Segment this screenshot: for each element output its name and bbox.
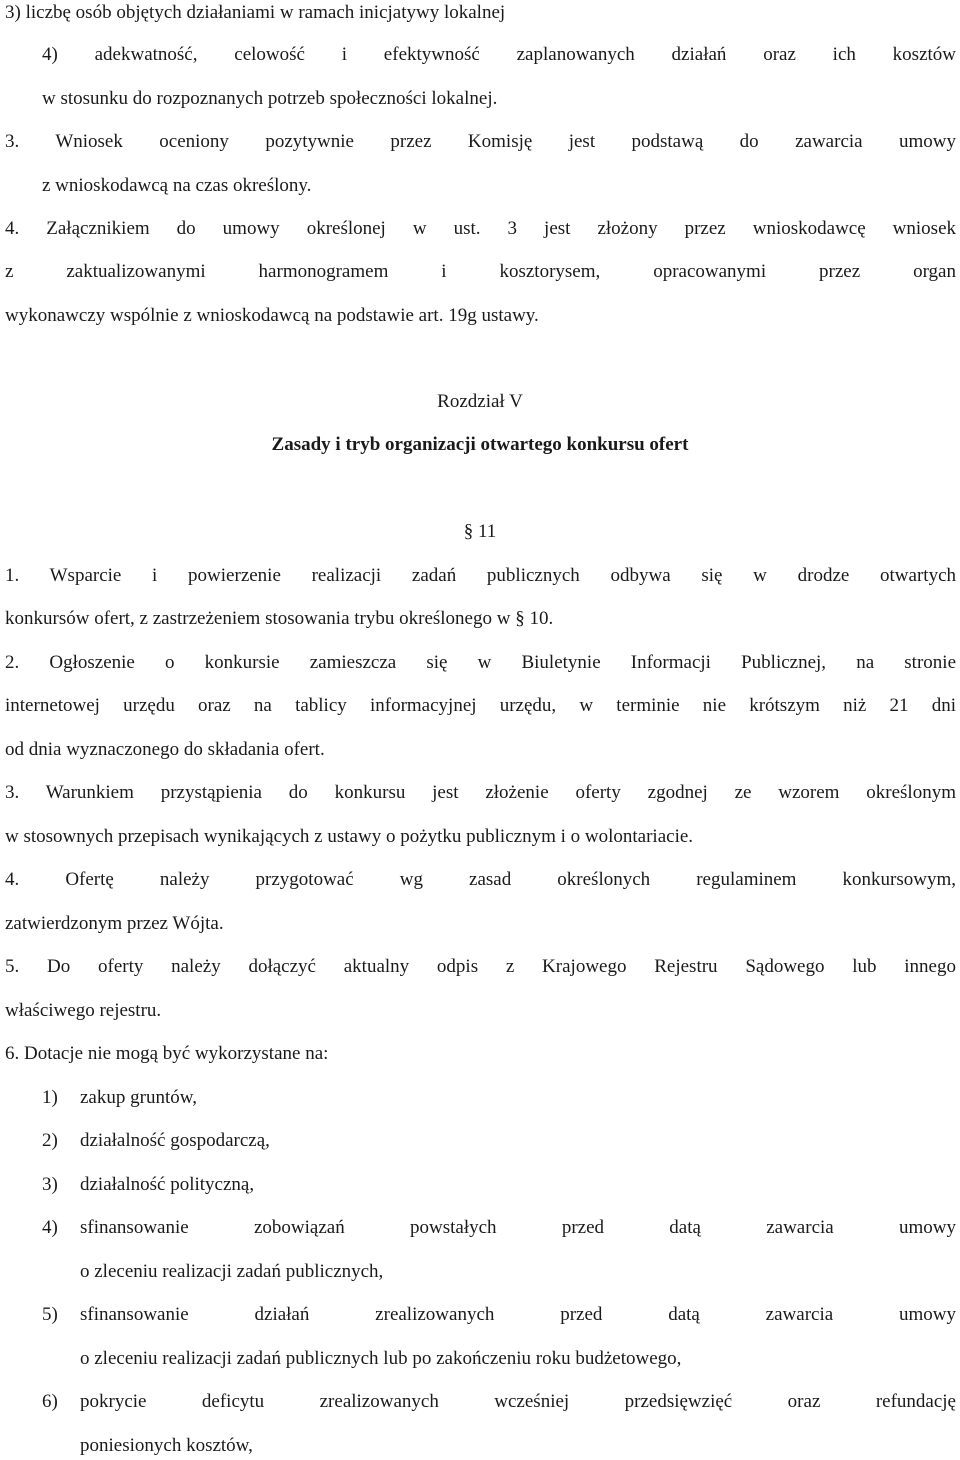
list-item-5-number: 5) xyxy=(42,1304,58,1325)
intro-item-4-line2: w stosunku do rozpoznanych potrzeb społeczności lokalnej. xyxy=(42,88,498,109)
section-5-line1: 5. Do oferty należy dołączyć aktualny odpis z Krajowego Rejestru Sądowego lub innego xyxy=(5,956,956,977)
section-label: § 11 xyxy=(463,521,497,542)
intro-item-3: 3) liczbę osób objętych działaniami w ramach inicjatywy lokalnej xyxy=(5,2,506,23)
paragraph-4-line2: z zaktualizowanymi harmonogramem i kosztorysem, opracowanymi przez organ xyxy=(5,261,956,282)
list-item-6-text-line2: poniesionych kosztów, xyxy=(80,1435,253,1456)
chapter-label: Rozdział V xyxy=(437,391,523,412)
section-3-line2: w stosownych przepisach wynikających z ustawy o pożytku publicznym i o wolontariacie. xyxy=(5,826,694,847)
section-2-line1: 2. Ogłoszenie o konkursie zamieszcza się w Biuletynie Informacji Publicznej, na stronie xyxy=(5,652,956,673)
list-item-6-text-line1: pokrycie deficytu zrealizowanych wcześniej przedsięwzięć oraz refundację xyxy=(80,1391,956,1412)
section-3-line1: 3. Warunkiem przystąpienia do konkursu jest złożenie oferty zgodnej ze wzorem określonym xyxy=(5,782,956,803)
list-item-2-text: działalność gospodarczą, xyxy=(80,1130,270,1151)
section-2-line2: internetowej urzędu oraz na tablicy informacyjnej urzędu, w terminie nie krótszym niż 21 dni xyxy=(5,695,956,716)
list-item-5-text-line2: o zleceniu realizacji zadań publicznych lub po zakończeniu roku budżetowego, xyxy=(80,1348,682,1369)
section-4-line1: 4. Ofertę należy przygotować wg zasad określonych regulaminem konkursowym, xyxy=(5,869,956,890)
section-4-line2: zatwierdzonym przez Wójta. xyxy=(5,913,224,934)
section-1-line1: 1. Wsparcie i powierzenie realizacji zadań publicznych odbywa się w drodze otwartych xyxy=(5,565,956,586)
section-1-line2: konkursów ofert, z zastrzeżeniem stosowania trybu określonego w § 10. xyxy=(5,608,554,629)
section-6-line1: 6. Dotacje nie mogą być wykorzystane na: xyxy=(5,1043,329,1064)
list-item-4-text-line2: o zleceniu realizacji zadań publicznych, xyxy=(80,1261,384,1282)
list-item-6-number: 6) xyxy=(42,1391,58,1412)
chapter-title: Zasady i tryb organizacji otwartego konkursu ofert xyxy=(271,434,689,455)
paragraph-4-line1: 4. Załącznikiem do umowy określonej w ust. 3 jest złożony przez wnioskodawcę wniosek xyxy=(5,218,956,239)
list-item-3-text: działalność polityczną, xyxy=(80,1174,255,1195)
list-item-4-number: 4) xyxy=(42,1217,58,1238)
intro-item-4-line1: 4) adekwatność, celowość i efektywność zaplanowanych działań oraz ich kosztów xyxy=(42,44,956,65)
list-item-2-number: 2) xyxy=(42,1130,58,1151)
section-2-line3: od dnia wyznaczonego do składania ofert. xyxy=(5,739,325,760)
list-item-1-text: zakup gruntów, xyxy=(80,1087,197,1108)
paragraph-4-line3: wykonawczy wspólnie z wnioskodawcą na podstawie art. 19g ustawy. xyxy=(5,305,539,326)
paragraph-3-line2: z wnioskodawcą na czas określony. xyxy=(42,175,312,196)
paragraph-3-line1: 3. Wniosek oceniony pozytywnie przez Komisję jest podstawą do zawarcia umowy xyxy=(5,131,956,152)
section-5-line2: właściwego rejestru. xyxy=(5,1000,162,1021)
list-item-3-number: 3) xyxy=(42,1174,58,1195)
list-item-5-text-line1: sfinansowanie działań zrealizowanych przed datą zawarcia umowy xyxy=(80,1304,956,1325)
list-item-4-text-line1: sfinansowanie zobowiązań powstałych przed datą zawarcia umowy xyxy=(80,1217,956,1238)
list-item-1-number: 1) xyxy=(42,1087,58,1108)
